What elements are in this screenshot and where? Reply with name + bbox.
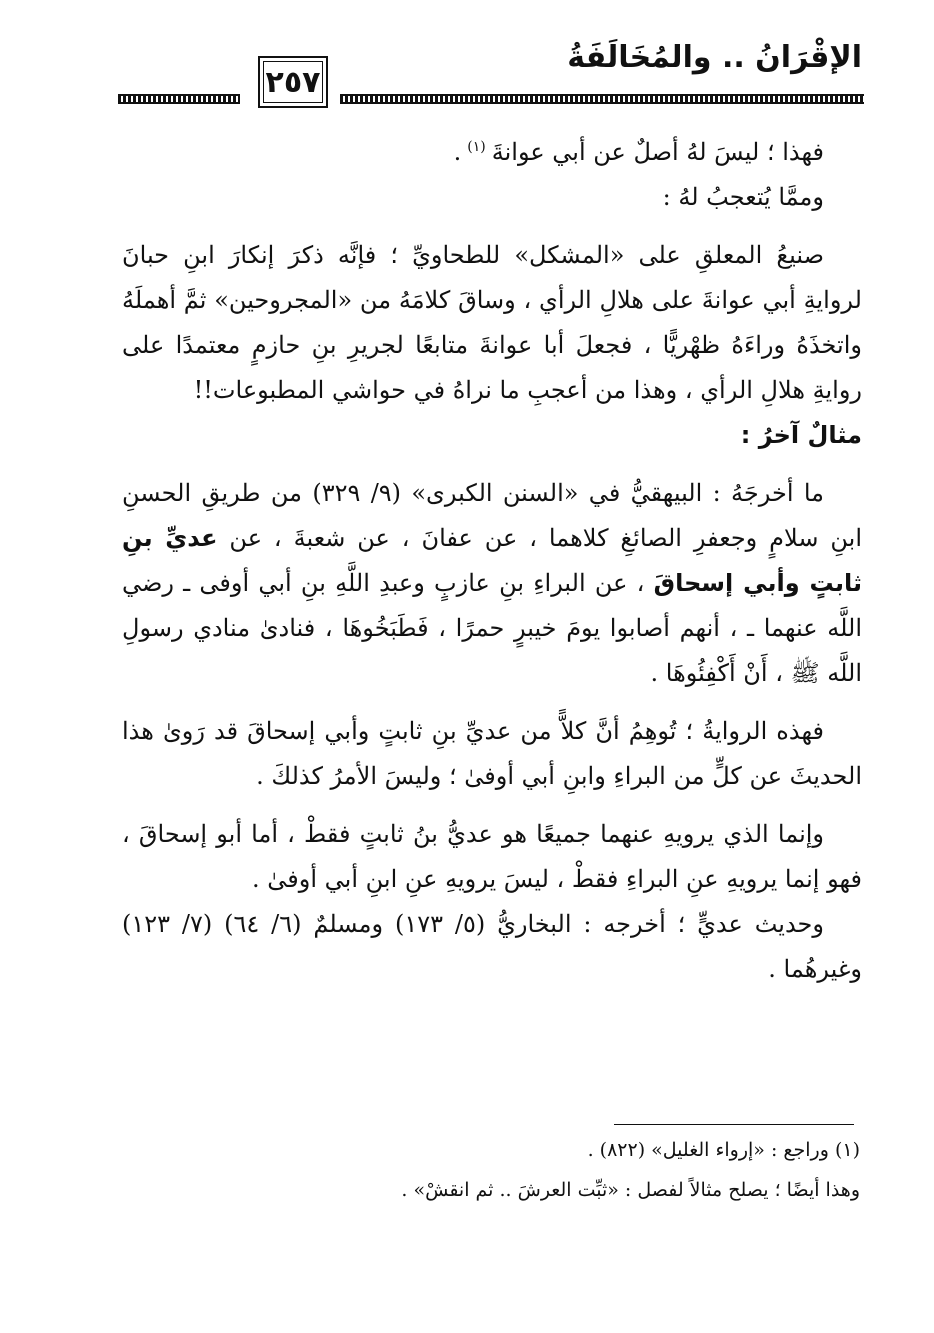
header-rule-left — [118, 94, 240, 104]
footnote-separator — [614, 1124, 854, 1125]
main-text — [122, 130, 862, 992]
paragraph-7: وحديث عديٍّ ؛ أخرجه : البخاريُّ (٥/ ١٧٣) ومسلمٌ (٦/ ٦٤) (٧/ ١٢٣) وغيرهُما . — [122, 910, 862, 983]
paragraph-1-end: . — [453, 138, 462, 166]
footnote-1: (١) وراجع : «إرواء الغليل» (٨٢٢) . — [587, 1139, 860, 1161]
paragraph-1-text: فهذا ؛ ليسَ لهُ أصلٌ عن أبي عوانةَ — [491, 138, 824, 166]
running-title: الإقْرَانُ .. والمُخَالَفَةُ — [567, 40, 862, 75]
paragraph-4 — [122, 471, 862, 696]
footnote-marker: (١) — [467, 139, 486, 155]
page-number — [258, 56, 328, 108]
footnote-1-continued: وهذا أيضًا ؛ يصلح مثالاً لفصل : «ثبِّت العرشَ .. ثم انقشْ» . — [401, 1179, 860, 1201]
section-heading: مثالٌ آخرُ : — [740, 421, 862, 449]
paragraph-5: فهذه الروايةُ ؛ تُوهِمُ أنَّ كلاًّ من عديِّ بنِ ثابتٍ وأبي إسحاقَ قد رَوىٰ هذا الحديثَ عن كلٍّ من البراءِ وابنِ أبي أوفىٰ ؛ وليسَ الأمرُ كذلكَ . — [122, 717, 862, 790]
footnotes — [300, 1130, 860, 1210]
paragraph-4-text-a: ما أخرجَهُ : البيهقيُّ في «السنن الكبرى» (٩/ ٣٢٩) من طريقِ الحسنِ ابنِ سلامٍ وجعفرِ الصائغِ كلاهما ، عن عفانَ ، عن شعبةَ ، عن — [122, 479, 862, 552]
paragraph-2: وممَّا يُتعجبُ لهُ : — [662, 183, 824, 211]
header-rule-right — [340, 94, 864, 104]
paragraph-4-bold: عديِّ بنِ ثابتٍ وأبي إسحاقَ — [122, 524, 862, 597]
paragraph-4-text-b: ، عن البراءِ بنِ عازبٍ وعبدِ اللَّهِ بنِ أبي أوفى ـ رضي اللَّه عنهما ـ ، أنهم أصابوا يومَ خيبرٍ حمرًا ، فَطَبَخُوهَا ، فنادىٰ منادي رسولِ اللَّه ﷺ ، أَنْ أَكْفِئُوهَا . — [122, 569, 863, 687]
page-number-text: ٢٥٧ — [265, 64, 321, 100]
paragraph-3: صنيعُ المعلقِ على «المشكل» للطحاويِّ ؛ فإنَّه ذكرَ إنكارَ ابنِ حبانَ لروايةِ أبي عوانةَ على هلالِ الرأي ، وساقَ كلامَهُ من «المجروحين» ثمَّ أهملَهُ واتخذَهُ وراءَهُ ظهْريًّا ، فجعلَ أبا عوانةَ متابعًا لجريرِ بنِ حازمٍ معتمدًا على روايةِ هلالِ الرأي ، وهذا من أعجبِ ما نراهُ في حواشي المطبوعات!! — [122, 241, 862, 404]
paragraph-1 — [122, 130, 862, 175]
paragraph-6: وإنما الذي يرويهِ عنهما جميعًا هو عديُّ بنُ ثابتٍ فقطْ ، أما أبو إسحاقَ ، فهو إنما يرويهِ عنِ البراءِ فقطْ ، ليسَ يرويهِ عنِ ابنِ أبي أوفىٰ . — [122, 820, 862, 893]
